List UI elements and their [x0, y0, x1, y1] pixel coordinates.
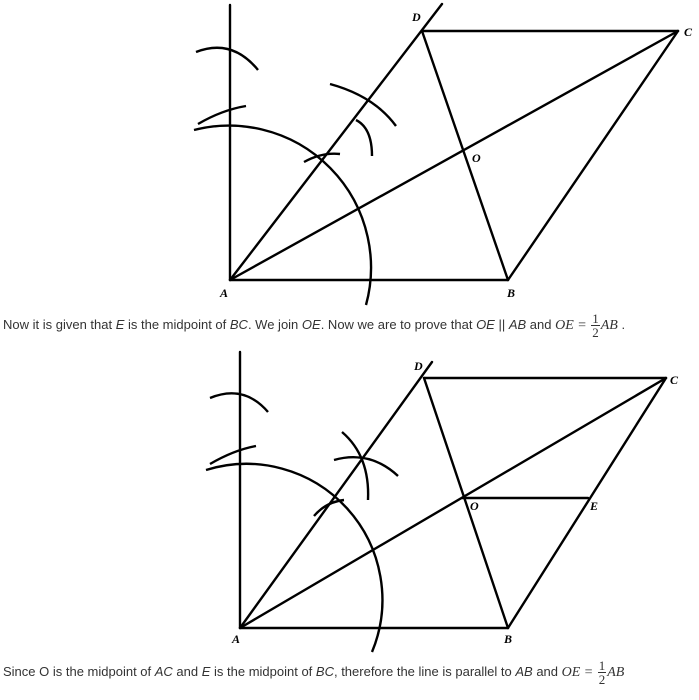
side-BC: [508, 378, 666, 628]
text: is the midpoint of: [124, 316, 230, 332]
text: and: [172, 663, 202, 679]
text: . Now we are to prove that: [320, 316, 477, 332]
segment-OE: OE: [301, 316, 321, 332]
point-E: E: [201, 663, 211, 679]
text: is the midpoint of: [210, 663, 316, 679]
equation-lhs: OE: [555, 317, 574, 333]
diagonal-DB: [422, 31, 508, 280]
segment-AB: AB: [515, 663, 533, 679]
construction-arcs: [206, 393, 398, 652]
label-B: B: [504, 632, 513, 646]
label-C: C: [670, 373, 679, 387]
segment-AB: AB: [508, 316, 527, 332]
compass-arc-cross: [314, 500, 344, 516]
fraction-half: [591, 312, 600, 339]
compass-arc-bisector-2: [356, 120, 372, 156]
ray-AD: [240, 362, 432, 628]
diagonal-AC: [240, 378, 666, 628]
text: Now it is given that: [3, 316, 116, 332]
segment-BC: BC: [229, 316, 248, 332]
label-O: O: [472, 151, 481, 165]
label-D: D: [414, 359, 423, 373]
point-E: E: [115, 316, 125, 332]
text: Since O is the midpoint of: [3, 663, 155, 679]
text: .: [617, 316, 626, 332]
paragraph-2: [3, 659, 624, 686]
parallel-symbol: ||: [494, 316, 509, 332]
compass-arc-small-left: [210, 446, 256, 464]
compass-arc-large: [206, 464, 382, 652]
equation-rhs: AB: [607, 664, 625, 680]
compass-arc-top: [196, 48, 258, 70]
side-BC: [508, 31, 678, 280]
fraction-numerator: 1: [598, 658, 606, 673]
paragraph-1: [3, 312, 625, 339]
compass-arc-bisector-2: [342, 432, 368, 500]
diagonal-DB: [424, 378, 508, 628]
text: and: [532, 663, 562, 679]
label-E: E: [590, 499, 599, 513]
figure-2: [0, 346, 699, 654]
equals-sign: =: [580, 664, 597, 680]
text: . We join: [247, 316, 302, 332]
fraction-half: [598, 659, 607, 686]
equation-lhs: OE: [561, 664, 581, 680]
ray-AD: [230, 4, 442, 280]
label-A: A: [232, 632, 241, 646]
label-B: B: [507, 286, 516, 300]
compass-arc-small-left: [198, 106, 246, 124]
segment-AC: AC: [154, 663, 173, 679]
label-O: O: [470, 499, 479, 513]
label-D: D: [412, 10, 421, 24]
fraction-numerator: 1: [592, 311, 599, 326]
figure-1: [0, 0, 699, 312]
diagonal-AC: [230, 31, 678, 280]
construction-arcs: [194, 48, 396, 305]
equals-sign: =: [573, 317, 591, 333]
segment-BC: BC: [315, 663, 334, 679]
fraction-denominator: 2: [592, 325, 599, 340]
text: and: [526, 316, 556, 332]
label-A: A: [220, 286, 229, 300]
equation-rhs: AB: [600, 317, 618, 333]
label-C: C: [684, 25, 693, 39]
fraction-denominator: 2: [598, 672, 606, 687]
segment-OE: OE: [476, 316, 495, 332]
text: , therefore the line is parallel to: [333, 663, 516, 679]
